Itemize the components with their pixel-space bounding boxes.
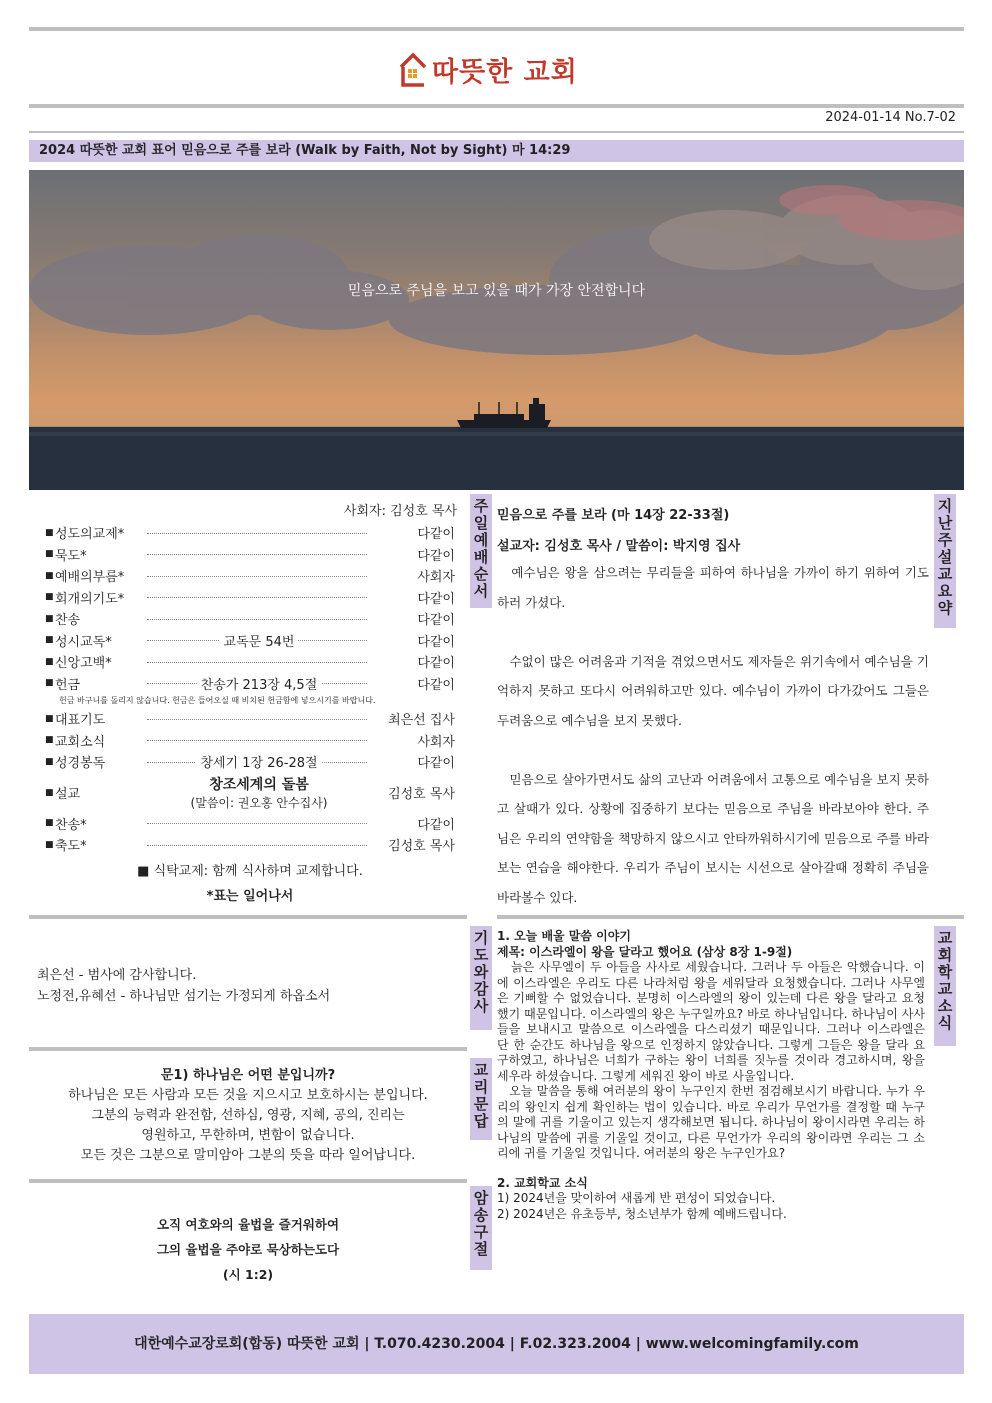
worship-item-person: 다같이 [417,677,455,693]
sermon-row [45,773,455,813]
bullet-icon: ■ [45,787,54,798]
worship-item-detail [143,565,375,587]
bullet-icon: ■ [45,613,54,624]
offering-note: 헌금 바구니를 돌리지 않습니다. 헌금은 들어오실 때 비치된 헌금함에 넣으시기를 바랍니다. [59,696,376,705]
church-logo [398,45,578,93]
catechism-line: 그분의 능력과 완전함, 선하심, 영광, 지혜, 공의, 진리는 [91,1108,405,1123]
bullet-icon: ■ [45,570,54,581]
worship-item-detail: 창세기 1장 26-28절 [143,751,375,773]
worship-item-detail [143,813,375,835]
bullet-icon: ■ [45,713,54,724]
school-p2-text: 오늘 말씀을 통해 여러분의 왕이 누구인지 한번 점검해보시기 바랍니다. 누가 우리의 왕인지 쉽게 확인하는 법이 있습니다. 바로 우리가 무언가를 결정할 때 누구의 말에 귀를 기울이고 있는지 생각해보면 됩니다. 하나님이 왕이시라면 우리는 하나님의 말씀에 귀를 기울일 것이고, 다른 무언가가 우리의 왕이라면 우리는 그 소리에 귀를 기울일 것입니다. 여러분의 왕은 누구인가요? [497,1084,926,1160]
worship-item [45,708,455,730]
left-divider-1 [29,915,467,919]
hero-caption: 믿음으로 주님을 보고 있을 때가 가장 안전합니다 [347,283,646,299]
worship-item-person: 다같이 [417,591,455,607]
worship-item-person: 다같이 [417,817,455,833]
bullet-icon: ■ [45,678,54,689]
bullet-icon: ■ [45,656,54,667]
catechism-section [29,1066,467,1166]
hero-image [29,170,964,490]
right-divider-1 [497,915,964,919]
sermon-subtitle: (말씀이: 권오홍 안수집사) [190,796,328,810]
worship-item [45,565,455,587]
school-heading-2: 2. 교회학교 소식 [497,1175,588,1190]
catechism-question: 문1) 하나님은 어떤 분입니까? [160,1068,336,1083]
worship-item-detail [143,730,375,752]
worship-item-person: 다같이 [417,527,455,543]
worship-item-label: 성도의교제* [55,527,125,543]
school-paragraph-1 [497,960,925,1084]
leader-text: 사회자: 김성호 목사 [343,504,457,519]
worship-item [45,751,455,773]
header-rule [29,104,964,108]
worship-item-detail [143,651,375,673]
catechism-line: 영원하고, 무한하며, 변함이 없습니다. [141,1128,355,1143]
house-icon [398,49,428,89]
school-paragraph-2 [497,1084,925,1162]
worship-item-label: 성시교독* [55,634,112,650]
bullet-icon: ■ [45,549,54,560]
summary-paragraph-1 [497,558,929,617]
prayer-line: 최은선 - 범사에 감사합니다. [37,968,197,983]
worship-item-person: 다같이 [417,613,455,629]
logo-text: 따뜻한 교회 [432,56,578,88]
tab-sermon-summary: 지 난 주 설 교 요 약 [934,494,956,628]
worship-item-label: 헌금 [55,677,81,693]
worship-item-person: 다같이 [417,634,455,650]
worship-item [45,608,455,630]
worship-item [45,630,455,652]
issue-number: 2024-01-14 No.7-02 [825,110,956,125]
worship-item-detail [143,544,375,566]
summary-p3-text: 믿음으로 살아가면서도 삶의 고난과 어려움에서 고통으로 예수님을 보지 못하고 살때가 있다. 상황에 집중하기 보다는 믿음으로 주님을 바라보아야 한다. 주님은 우리의 연약함을 책망하지 않으시고 안타까워하시기에 믿음으로 주를 바라보는 연습을 해야한다. 우리가 주님이 보시는 시선으로 살아갈때 정확히 주님을 바라볼수 있다. [497,771,929,905]
school-lesson-title: 제목: 이스라엘이 왕을 달라고 했어요 (삼상 8장 1-9절) [497,944,793,959]
worship-item-detail: 찬송가 213장 4,5절 [143,673,375,695]
bullet-icon: ■ [45,527,54,538]
worship-order-section [29,500,467,912]
worship-item-detail [143,522,375,544]
top-rule [29,27,964,31]
sermon-title: 창조세계의 돌봄 [209,777,309,793]
sermon-label: 설교 [55,787,81,802]
summary-p1-text: 예수님은 왕을 삼으려는 무리들을 피하여 하나님을 가까이 하기 위하여 기도하러 가셨다. [497,565,929,610]
bullet-icon: ■ [45,839,54,850]
school-p1-text: 늙은 사무엘이 두 아들을 사사로 세웠습니다. 그러나 두 아들은 악했습니다. 이에 이스라엘은 우리도 다른 나라처럼 왕을 세워달라 요청했습니다. 그러나 사무엘은 기뻐할 수 없었습니다. 분명히 이스라엘의 왕이 있는데 다른 왕을 달라고 요청했기 때문입니다. 이스라엘의 왕은 누구일까요? 바로 하나님입니다. 하나님이 사사들을 보내시고 말씀으로 이스라엘을 다스리셨기 때문입니다. 그러나 이스라엘은 단 한 순간도 하나님을 왕으로 인정하지 않았습니다. 그렇게 그들은 왕을 달라 요구하였고, 하나님은 너희가 구하는 왕이 너희를 짓누를 것이라 경고하시며, 왕을 세우라 하셨습니다. 그렇게 세워진 왕이 바로 사울입니다. [497,960,925,1083]
catechism-line: 모든 것은 그분으로 말미암아 그분의 뜻을 따라 일어납니다. [80,1148,416,1163]
worship-item-person: 다같이 [417,656,455,672]
worship-item-person: 다같이 [417,548,455,564]
worship-item-label: 찬송* [55,817,87,833]
school-news-1: 1) 2024년을 맞이하여 새롭게 반 편성이 되었습니다. [497,1191,776,1205]
memory-line: 오직 여호와의 율법을 즐거워하여 [156,1217,340,1232]
worship-item-label: 교회소식 [55,734,106,750]
worship-item-label: 예배의부름* [55,570,125,586]
worship-item-label: 축도* [55,839,87,855]
footer-bar: 대한예수교장로회(합동) 따뜻한 교회 | T.070.4230.2004 | F.02.323.2004 | www.welcomingfamily.com [29,1314,964,1374]
summary-p2-text: 수없이 많은 어려움과 기적을 겪었으면서도 제자들은 위기속에서 예수님을 기억하지 못하고 또다시 어려워하고만 있다. 예수님이 가까이 다가갔어도 그들은 두려움으로 예수님을 보지 못했다. [497,653,929,728]
fellowship-note: ■ 식탁교제: 함께 식사하며 교제합니다. [137,863,363,879]
worship-item [45,834,455,856]
worship-item-label: 신앙고백* [55,656,112,672]
worship-item-label: 회개의기도* [55,591,125,607]
worship-item-detail: 교독문 54번 [143,630,375,652]
left-divider-3 [29,1179,467,1183]
memory-verse-section [29,1212,467,1287]
worship-item-detail [143,708,375,730]
worship-item-label: 성경봉독 [55,756,106,772]
fellowship-text: 식탁교제: 함께 식사하며 교제합니다. [153,863,363,879]
worship-item-label: 묵도* [55,548,87,564]
worship-item-person: 김성호 목사 [388,839,455,855]
left-divider-2 [29,1047,467,1051]
theme-bar: 2024 따뜻한 교회 표어 믿음으로 주를 보라 (Walk by Faith, Not by Sight) 마 14:29 [29,140,964,162]
standing-note: *표는 일어나서 [206,888,294,904]
worship-item [45,587,455,609]
memory-line: 그의 율법을 주야로 묵상하는도다 [156,1242,340,1257]
church-school-section [497,929,925,1222]
summary-paragraph-2 [497,647,929,736]
worship-item-person: 최은선 집사 [388,713,455,729]
bullet-icon: ■ [45,818,54,829]
bullet-icon: ■ [45,592,54,603]
worship-order-list [45,522,455,904]
issue-rule [29,131,964,133]
bullet-icon: ■ [45,756,54,767]
worship-item-detail [143,834,375,856]
summary-paragraph-3 [497,765,929,913]
sermon-preacher: 김성호 목사 [388,787,455,802]
prayer-section [29,965,467,1007]
sea-sunset-illustration [29,170,964,490]
worship-item [45,651,455,673]
tab-church-school: 교 회 학 교 소 식 [934,926,956,1046]
summary-preacher: 설교자: 김성호 목사 / 말씀이: 박지영 집사 [497,539,741,554]
prayer-line: 노정전,유혜선 - 하나님만 섬기는 가정되게 하옵소서 [37,989,331,1004]
tab-prayer: 기 도 와 감 사 [470,926,492,1030]
worship-item [45,522,455,544]
worship-item-person: 사회자 [417,734,455,750]
worship-item-label: 찬송 [55,613,81,629]
summary-title: 믿음으로 주를 보라 (마 14장 22-33절) [497,508,730,523]
school-news-2: 2) 2024년은 유초등부, 청소년부가 함께 예배드립니다. [497,1206,787,1221]
memory-line: (시 1:2) [222,1267,274,1282]
bullet-icon: ■ [45,635,54,646]
tab-catechism: 교 리 문 답 [470,1058,492,1140]
worship-item-person: 사회자 [417,570,455,586]
bullet-icon: ■ [45,735,54,746]
tab-worship-order: 주 일 예 배 순 서 [470,494,492,608]
catechism-line: 하나님은 모든 사람과 모든 것을 지으시고 보호하시는 분입니다. [68,1088,428,1103]
ship-icon [457,398,551,428]
worship-item-label: 대표기도 [55,713,106,729]
worship-item [45,544,455,566]
worship-item-detail [143,608,375,630]
tab-memory-verse: 암 송 구 절 [470,1186,492,1270]
worship-item [45,730,455,752]
worship-item [45,673,455,695]
school-heading-1: 1. 오늘 배울 말씀 이야기 [497,929,631,943]
worship-item-person: 다같이 [417,756,455,772]
worship-item [45,813,455,835]
sermon-summary-section [497,504,929,912]
worship-item-detail [143,587,375,609]
